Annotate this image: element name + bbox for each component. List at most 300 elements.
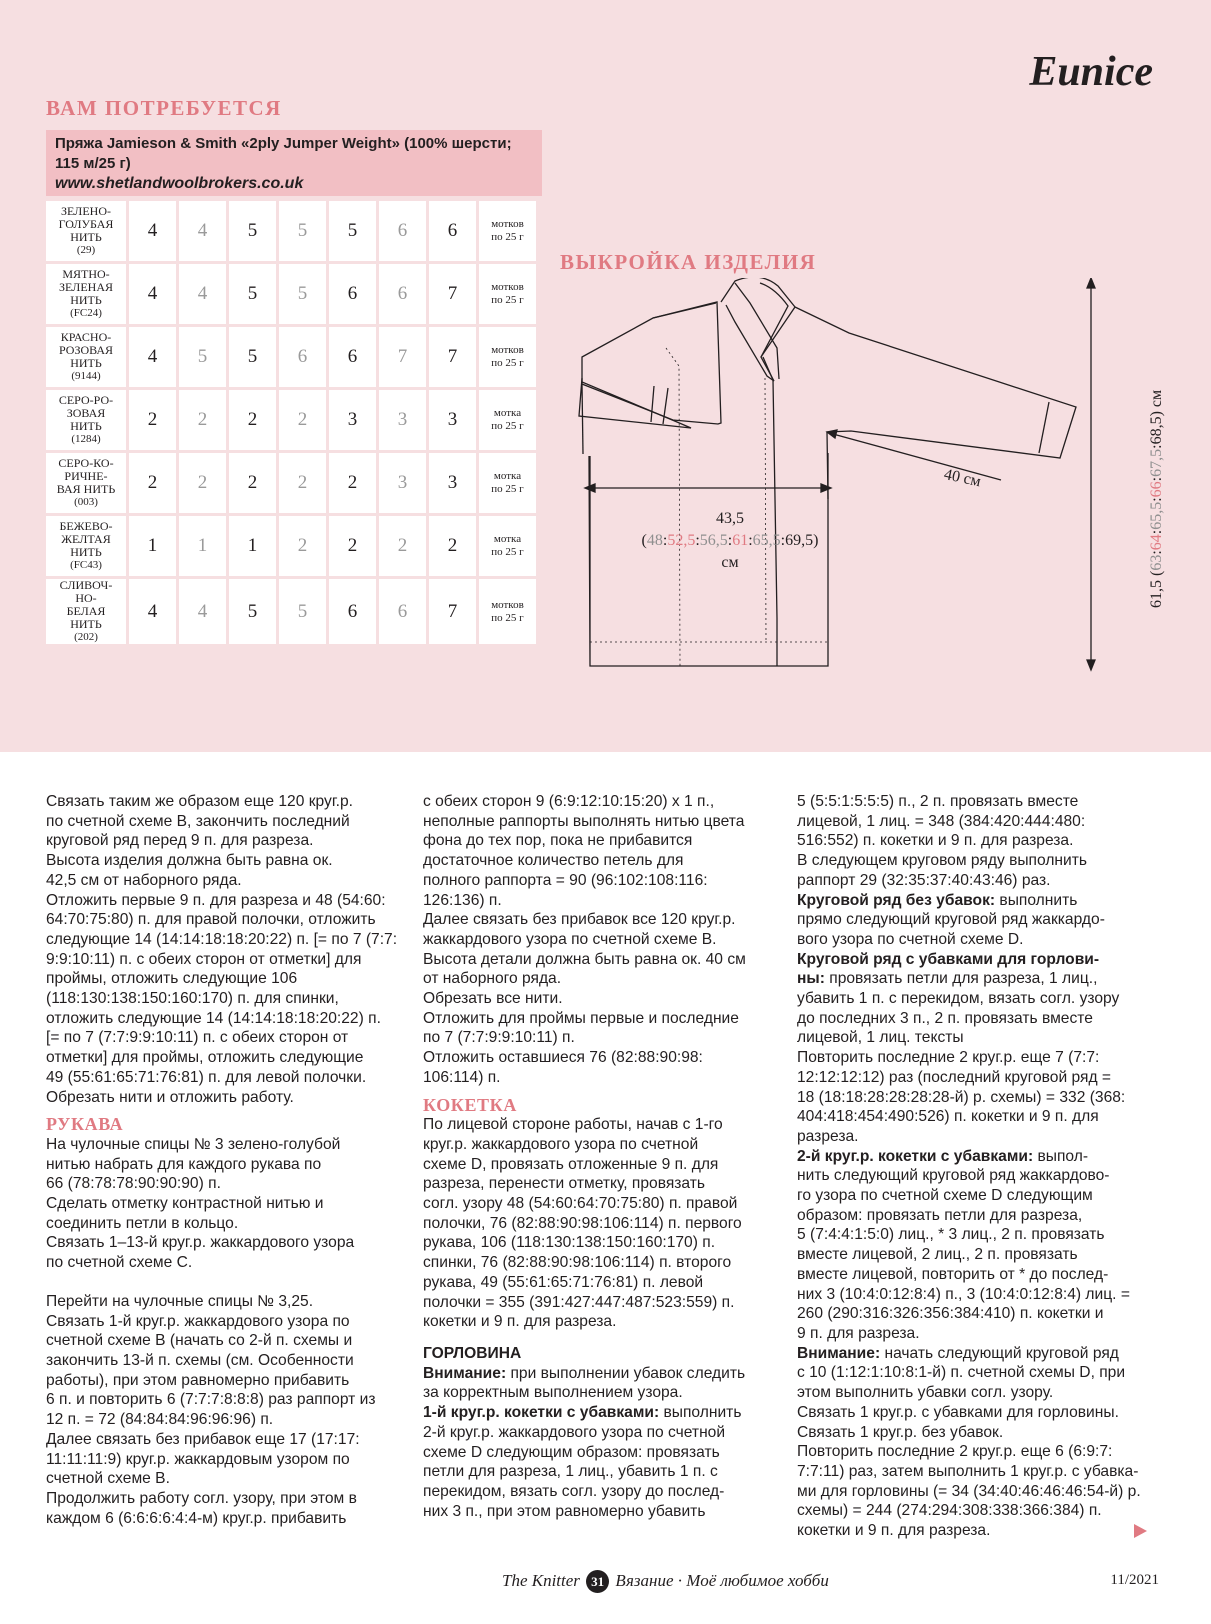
line-text: кокетки и 9 п. для разреза. — [423, 1313, 617, 1331]
front-band — [666, 348, 766, 666]
yarn-skein-count: 7 — [429, 327, 476, 387]
yarn-skein-count: 4 — [129, 579, 176, 644]
yarn-skein-count: 6 — [329, 264, 376, 324]
text-line — [46, 1253, 402, 1273]
line-text: отложить следующие 14 (14:14:18:18:20:22) п. — [46, 1009, 381, 1027]
yarn-row — [46, 327, 536, 387]
yarn-color-line: НИТЬ — [70, 230, 102, 244]
text-line — [46, 1469, 402, 1489]
text-line — [423, 871, 779, 891]
measurement-part: : — [727, 532, 733, 549]
line-text: полочки = 355 (391:427:447:487:523:559) п. — [423, 1293, 735, 1311]
subsection-heading: ГОРЛОВИНА — [423, 1344, 522, 1362]
measurement-part: 43,5 ( — [641, 510, 744, 549]
line-text: Связать 1 круг.р. без убавок. — [797, 1423, 1004, 1441]
text-line — [423, 1502, 779, 1522]
text-line — [46, 1135, 402, 1155]
line-text: провязать петли для разреза, 1 лиц., — [824, 970, 1098, 988]
line-text: фона до тех пор, пока не прибавится — [423, 832, 693, 850]
line-text: них 3 п., при этом равномерно убавить — [423, 1502, 706, 1520]
yarn-skein-count: 5 — [279, 201, 326, 261]
yarn-unit-line: мотков — [491, 598, 524, 611]
line-text: неполные раппорты выполнять нитью цвета — [423, 812, 745, 830]
text-line — [797, 1048, 1153, 1068]
yarn-color-line: ЗЕЛЕНО- — [61, 204, 111, 218]
yarn-skein-count: 5 — [329, 201, 376, 261]
line-text: прямо следующий круговой ряд жаккардо- — [797, 911, 1105, 929]
yarn-color-line: ЗЕЛЕНАЯ — [59, 280, 113, 294]
measurement-part: 65,5 — [1148, 501, 1165, 530]
text-line — [46, 1009, 402, 1029]
shawl-collar — [721, 278, 795, 381]
yarn-unit-line: по 25 г — [491, 611, 524, 624]
instructions-column-3 — [797, 792, 1153, 1541]
line-text: полного раппорта = 90 (96:102:108:116: — [423, 871, 708, 889]
measurement-part: ) см — [721, 532, 819, 571]
yarn-skein-count: 2 — [329, 453, 376, 513]
yarn-skein-count: 7 — [379, 327, 426, 387]
line-text: соединить петли в кольцо. — [46, 1214, 239, 1232]
line-text: выполнить — [659, 1404, 742, 1422]
yarn-skein-count: 2 — [129, 453, 176, 513]
text-line — [423, 1068, 779, 1088]
measurement-part: : — [1148, 444, 1165, 449]
yarn-skein-count: 6 — [329, 327, 376, 387]
text-line — [46, 812, 402, 832]
text-line — [423, 1423, 779, 1443]
measurement-part: ) см — [1148, 389, 1165, 417]
yarn-color-name — [46, 327, 126, 387]
yarn-color-name — [46, 264, 126, 324]
line-text: отметки] для проймы, отложить следующие — [46, 1049, 364, 1067]
bold-lead: Круговой ряд без убавок: — [797, 891, 996, 909]
section-heading: КОКЕТКА — [423, 1094, 517, 1115]
bold-lead: Внимание: — [423, 1364, 507, 1382]
text-line — [46, 1390, 402, 1410]
page-number: 31 — [586, 1570, 609, 1593]
yarn-unit-line: по 25 г — [491, 420, 524, 432]
text-line — [423, 1462, 779, 1482]
line-text: Далее связать без прибавок все 120 круг.р. — [423, 911, 736, 929]
text-line — [46, 1174, 402, 1194]
yarn-skein-count: 2 — [179, 453, 226, 513]
yarn-skein-count: 6 — [329, 579, 376, 644]
page-footer — [502, 1570, 829, 1593]
magazine-name: The Knitter — [502, 1571, 580, 1590]
measurement-part: : — [1148, 529, 1165, 535]
yarn-unit-line: по 25 г — [491, 546, 524, 558]
yarn-color-line: БЕЖЕВО- — [59, 519, 113, 533]
text-line — [423, 891, 779, 911]
line-text: 12 п. = 72 (84:84:84:96:96:96) п. — [46, 1411, 274, 1429]
yarn-skein-count: 7 — [429, 579, 476, 644]
line-text: Обрезать все нити. — [423, 990, 563, 1008]
yarn-skein-count: 1 — [179, 516, 226, 576]
yarn-color-code: (1284) — [71, 433, 101, 445]
line-text: лицевой, 1 лиц. = 348 (384:420:444:480: — [797, 812, 1086, 830]
measurement-part: 52,5 — [667, 532, 696, 549]
yarn-skein-count: 3 — [379, 390, 426, 450]
text-line — [797, 1225, 1153, 1245]
yarn-skein-count: 6 — [429, 201, 476, 261]
line-text: 64:70:75:80) п. для правой полочки, отложить — [46, 911, 376, 929]
text-line — [797, 1285, 1153, 1305]
yarn-unit — [479, 264, 536, 324]
cuff-right — [1039, 402, 1049, 453]
text-line — [797, 1304, 1153, 1324]
yarn-unit-line: мотков — [491, 344, 524, 356]
measurement-part: 61 — [732, 532, 749, 549]
text-line — [46, 910, 402, 930]
yarn-color-line: СЕРО-КО- — [58, 456, 114, 470]
text-line — [46, 1509, 402, 1529]
line-text: схеме D, провязать отложенные 9 п. для — [423, 1155, 719, 1173]
yarn-unit-line: мотков — [491, 281, 524, 293]
text-line — [797, 1166, 1153, 1186]
line-text: следующие 14 (14:14:18:18:20:22) п. [= по 7 (7:7: — [46, 930, 398, 948]
text-line — [797, 891, 1153, 911]
line-text: 516:552) п. кокетки и 9 п. для разреза. — [797, 832, 1074, 850]
text-line — [46, 989, 402, 1009]
line-text: за корректным выполнением узора. — [423, 1384, 683, 1402]
yarn-row — [46, 390, 536, 450]
text-line — [797, 1442, 1153, 1462]
yarn-skein-count: 6 — [379, 201, 426, 261]
text-line — [46, 871, 402, 891]
line-text: нить следующий круговой ряд жаккардово- — [797, 1167, 1110, 1185]
line-text: этом выполнить убавки согл. узору. — [797, 1384, 1054, 1402]
yarn-color-name — [46, 516, 126, 576]
magazine-tagline: Вязание · Моё любимое хобби — [615, 1571, 829, 1590]
yarn-skein-count: 2 — [229, 390, 276, 450]
yarn-color-line: МЯТНО- — [62, 267, 110, 281]
yarn-skein-count: 4 — [129, 264, 176, 324]
measurement-part: 67,5 — [1148, 448, 1165, 477]
yarn-color-code: (FC43) — [70, 559, 102, 571]
line-text: 18 (18:18:28:28:28:28-й) р. схемы) = 332 (368: — [797, 1088, 1126, 1106]
line-text: вого узора по счетной схеме D. — [797, 930, 1024, 948]
line-text: начать следующий круговой ряд — [880, 1344, 1119, 1362]
line-text: Отложить оставшиеся 76 (82:88:90:98: — [423, 1049, 703, 1067]
text-line — [46, 1410, 402, 1430]
yarn-line-2: 115 м/25 г) — [55, 155, 131, 172]
yarn-row — [46, 516, 536, 576]
yarn-skein-count: 3 — [429, 453, 476, 513]
line-text: ми для горловины (= 34 (34:40:46:46:46:54-й) р. — [797, 1482, 1141, 1500]
yarn-color-code: (FC24) — [70, 307, 102, 319]
line-text: [= по 7 (7:7:9:9:10:11) п. с обеих сторон от — [46, 1029, 349, 1047]
yarn-skein-count: 6 — [379, 264, 426, 324]
yarn-quantity-table — [43, 198, 539, 647]
line-text: каждом 6 (6:6:6:6:4:4-м) круг.р. прибавить — [46, 1509, 347, 1527]
text-line — [797, 950, 1153, 970]
text-line — [423, 1482, 779, 1502]
text-line — [423, 1135, 779, 1155]
line-text: при выполнении убавок следить — [506, 1364, 746, 1382]
text-line — [423, 1174, 779, 1194]
text-line — [423, 1233, 779, 1253]
yarn-color-line: ГОЛУБАЯ — [58, 217, 114, 231]
yarn-skein-count: 4 — [179, 264, 226, 324]
yarn-skein-count: 2 — [379, 516, 426, 576]
measurement-part: 65,5 — [752, 532, 781, 549]
line-text: полочки, 76 (82:88:90:98:106:114) п. первого — [423, 1214, 742, 1232]
line-text: 9:9:10:11) п. с обеих сторон от отметки] для — [46, 950, 362, 968]
yarn-skein-count: 3 — [329, 390, 376, 450]
line-text: 126:136) п. — [423, 891, 502, 909]
yarn-unit-line: мотка — [493, 533, 522, 545]
measurement-part: 69,5 — [785, 532, 814, 549]
text-line — [797, 1265, 1153, 1285]
text-line — [46, 831, 402, 851]
measurement-part: : — [1148, 497, 1165, 502]
yarn-skein-count: 2 — [279, 390, 326, 450]
yarn-skein-count: 6 — [279, 327, 326, 387]
measurement-part: 66 — [1148, 481, 1165, 498]
line-text: нитью набрать для каждого рукава по — [46, 1155, 322, 1173]
text-line — [423, 831, 779, 851]
yarn-unit-line: по 25 г — [491, 231, 524, 243]
yarn-color-line: НО- — [75, 591, 97, 605]
line-text: лицевой, 1 лиц. тексты — [797, 1029, 964, 1047]
text-line — [423, 1293, 779, 1313]
line-text: На чулочные спицы № 3 зелено-голубой — [46, 1135, 341, 1153]
measurement-part: : — [780, 532, 786, 549]
yarn-skein-count: 5 — [229, 579, 276, 644]
left-shoulder — [653, 303, 716, 318]
line-text: по 7 (7:7:9:9:10:11) п. — [423, 1029, 575, 1047]
line-text: Связать 1 круг.р. с убавками для горловины. — [797, 1403, 1119, 1421]
bold-lead: 1-й круг.р. кокетки с убавками: — [423, 1404, 660, 1422]
bold-lead: Круговой ряд с убавками для горлови- — [797, 950, 1100, 968]
yarn-color-line: НИТЬ — [70, 545, 102, 559]
text-line — [423, 1028, 779, 1048]
pattern-name: Eunice — [1029, 49, 1153, 95]
line-text: 9 п. для разреза. — [797, 1324, 920, 1342]
line-text: 12:12:12:12) раз (последний круговой ряд = — [797, 1068, 1111, 1086]
text-line — [797, 812, 1153, 832]
yarn-unit — [479, 201, 536, 261]
text-line — [46, 930, 402, 950]
yarn-color-code: (29) — [76, 244, 96, 256]
yarn-unit-line: мотка — [493, 407, 522, 419]
yarn-skein-count: 2 — [129, 390, 176, 450]
right-sleeve — [795, 307, 1076, 499]
text-line — [797, 1423, 1153, 1443]
instructions-column-1 — [46, 792, 402, 1528]
line-text: с 10 (1:12:1:10:8:1-й) п. счетной схемы D, при — [797, 1364, 1126, 1382]
yarn-skein-count: 2 — [429, 516, 476, 576]
yarn-skein-count: 3 — [379, 453, 426, 513]
yarn-skein-count: 4 — [129, 327, 176, 387]
yarn-unit-line: мотков — [491, 218, 524, 230]
paragraph-gap — [46, 1273, 402, 1292]
line-text: до последних 3 п., 2 п. провязать вместе — [797, 1009, 1093, 1027]
line-text: по счетной схеме В, закончить последний — [46, 812, 350, 830]
yarn-row — [46, 453, 536, 513]
text-line — [423, 989, 779, 1009]
line-text: Далее связать без прибавок еще 17 (17:17: — [46, 1430, 360, 1448]
text-line — [797, 1245, 1153, 1265]
measurement-part: 68,5 — [1148, 416, 1165, 445]
text-line — [797, 1028, 1153, 1048]
yarn-color-line: НИТЬ — [70, 617, 102, 631]
yarn-skein-count: 4 — [179, 579, 226, 644]
yarn-color-name — [46, 453, 126, 513]
measurement-part: 61,5 ( — [1148, 570, 1165, 608]
line-text: Отложить для проймы первые и последние — [423, 1009, 739, 1027]
line-text: согл. узору 48 (54:60:64:70:75:80) п. правой — [423, 1195, 738, 1213]
measurement-part: : — [748, 532, 753, 549]
line-text: 260 (290:316:326:356:384:410) п. кокетки и — [797, 1305, 1104, 1323]
text-line — [423, 792, 779, 812]
yarn-color-line: СЕРО-РО- — [58, 393, 114, 407]
text-line — [797, 1009, 1153, 1029]
yarn-unit-line: мотка — [493, 470, 522, 482]
text-line — [423, 1364, 779, 1384]
line-text: разреза, перенести отметку, провязать — [423, 1175, 706, 1193]
text-line — [46, 851, 402, 871]
text-line — [797, 1206, 1153, 1226]
text-line — [797, 1344, 1153, 1364]
text-line — [46, 1048, 402, 1068]
yarn-skein-count: 1 — [129, 516, 176, 576]
line-text: Связать таким же образом еще 120 круг.р. — [46, 793, 353, 810]
yarn-url-link[interactable]: www.shetlandwoolbrokers.co.uk — [55, 175, 304, 192]
yarn-color-code: (202) — [74, 631, 98, 643]
line-text: 7:7:11) раз, затем выполнить 1 круг.р. с убавка- — [797, 1462, 1139, 1480]
text-line — [46, 1028, 402, 1048]
measurement-part: 63 — [1148, 554, 1165, 571]
text-line — [423, 969, 779, 989]
yarn-color-line: ВАЯ НИТЬ — [56, 482, 116, 496]
yarn-unit — [479, 579, 536, 644]
yarn-skein-count: 5 — [229, 327, 276, 387]
text-line — [46, 1331, 402, 1351]
line-text: образом: провязать петли для разреза, — [797, 1206, 1083, 1224]
yarn-skein-count: 5 — [279, 264, 326, 324]
text-line — [423, 1214, 779, 1234]
line-text: рукава, 49 (55:61:65:71:76:81) п. левой — [423, 1273, 704, 1291]
chest-measurement — [640, 508, 820, 574]
bold-lead: 2-й круг.р. кокетки с убавками: — [797, 1147, 1034, 1165]
text-line — [797, 910, 1153, 930]
yarn-line-1: Пряжа Jamieson & Smith «2ply Jumper Weight» (100% шерсти; — [55, 135, 512, 152]
line-text: 11:11:11:9) круг.р. жаккардовым узором по — [46, 1450, 350, 1468]
garment-schematic — [555, 278, 1135, 698]
text-line — [797, 989, 1153, 1009]
text-line — [46, 891, 402, 911]
yarn-color-line: ЗОВАЯ — [66, 406, 106, 420]
text-line — [423, 1312, 779, 1332]
yarn-info — [46, 130, 542, 196]
yarn-row — [46, 579, 536, 644]
yarn-color-line: ЖЕЛТАЯ — [61, 532, 111, 546]
measurement-part: : — [662, 532, 668, 549]
text-line — [797, 1088, 1153, 1108]
line-text: закончить 13-й п. схемы (см. Особенности — [46, 1351, 354, 1369]
text-line — [797, 1462, 1153, 1482]
yarn-color-line: БЕЛАЯ — [66, 604, 106, 618]
text-line — [797, 1147, 1153, 1167]
line-text: Связать 1–13-й круг.р. жаккардового узора — [46, 1234, 355, 1252]
text-line — [797, 1521, 1153, 1541]
yarn-color-line: СЛИВОЧ- — [59, 578, 113, 592]
body-left — [582, 384, 583, 454]
text-line — [423, 851, 779, 871]
text-line — [797, 930, 1153, 950]
text-line — [797, 1403, 1153, 1423]
text-line — [797, 1068, 1153, 1088]
text-line — [46, 1292, 402, 1312]
text-line — [797, 1186, 1153, 1206]
bold-lead: ны: — [797, 970, 825, 988]
text-line — [423, 1009, 779, 1029]
line-text: круг.р. жаккардового узора по счетной — [423, 1135, 699, 1153]
text-line — [46, 1088, 402, 1108]
yarn-color-line: НИТЬ — [70, 293, 102, 307]
text-line — [797, 851, 1153, 871]
line-text: вместе лицевой, повторить от * до послед- — [797, 1265, 1109, 1283]
line-text: 2-й круг.р. жаккардового узора по счетной — [423, 1423, 726, 1441]
text-line — [423, 910, 779, 930]
text-line — [423, 1253, 779, 1273]
line-text: счетной схеме В (начать со 2-й п. схемы и — [46, 1332, 353, 1350]
line-text: по счетной схеме С. — [46, 1254, 193, 1272]
yarn-color-name — [46, 201, 126, 261]
section-heading: РУКАВА — [46, 1114, 124, 1135]
text-line — [46, 1351, 402, 1371]
text-line — [46, 792, 402, 812]
length-measurement — [1148, 390, 1166, 608]
text-line — [46, 1430, 402, 1450]
instructions-column-2 — [423, 792, 779, 1521]
text-line — [46, 1194, 402, 1214]
line-text: Сделать отметку контрастной нитью и — [46, 1195, 324, 1213]
line-text: По лицевой стороне работы, начав с 1-го — [423, 1116, 723, 1134]
line-text: схемы) = 244 (274:294:308:338:366:384) п. — [797, 1502, 1102, 1520]
text-line — [46, 1371, 402, 1391]
line-text: 404:418:454:490:526) п. кокетки и 9 п. для — [797, 1108, 1099, 1126]
line-text: счетной схеме В. — [46, 1470, 170, 1488]
text-line — [423, 1155, 779, 1175]
yarn-skein-count: 2 — [179, 390, 226, 450]
yarn-skein-count: 6 — [379, 579, 426, 644]
continue-arrow-icon — [1134, 1524, 1147, 1538]
issue-date: 11/2021 — [1110, 1572, 1159, 1588]
left-sleeve — [582, 302, 721, 424]
pattern-diagram-title: ВЫКРОЙКА ИЗДЕЛИЯ — [560, 250, 817, 274]
yarn-skein-count: 2 — [279, 453, 326, 513]
line-text: Высота детали должна быть равна ок. 40 см — [423, 950, 746, 968]
cuff-left — [651, 386, 668, 424]
text-line — [46, 1450, 402, 1470]
text-line — [423, 1403, 779, 1423]
text-line — [797, 792, 1153, 812]
sleeve-measurement: 40 см — [942, 466, 983, 491]
text-line — [46, 1489, 402, 1509]
yarn-skein-count: 4 — [179, 201, 226, 261]
yarn-skein-count: 1 — [229, 516, 276, 576]
measurement-part: : — [1148, 550, 1165, 555]
yarn-color-line: КРАСНО- — [60, 330, 112, 344]
text-line — [797, 1127, 1153, 1147]
line-text: выпол- — [1033, 1147, 1089, 1165]
line-text: круговой ряд перед 9 п. для разреза. — [46, 832, 314, 850]
line-text: 5 (7:4:4:1:5:0) лиц., * 3 лиц., 2 п. провязать — [797, 1226, 1105, 1244]
line-text: с обеих сторон 9 (6:9:12:10:15:20) х 1 п., — [423, 793, 715, 810]
text-line — [46, 1068, 402, 1088]
